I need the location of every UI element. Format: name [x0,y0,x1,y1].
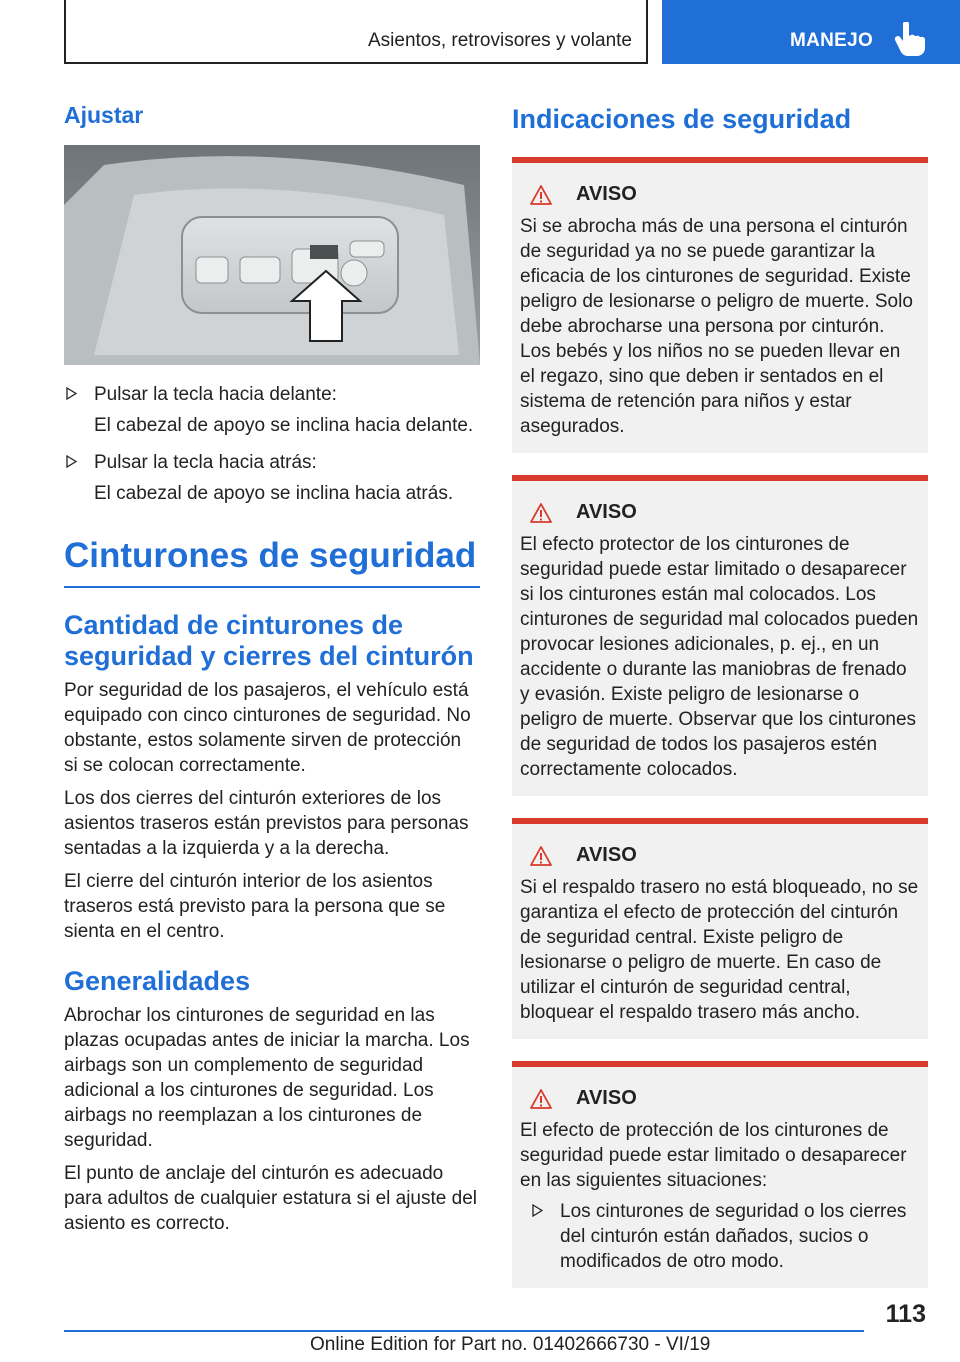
warning-text: El efecto protector de los cinturones de seguridad puede estar limitado o desaparecer si los cinturones están mal colocados. Los cinturones de seguridad mal colocados pueden provocar lesiones adicionales, p. ej., en un accidente o durante las maniobras de frenado y evasión. Existe peligro de lesionarse o peligro de muerte. Observar que los cinturones de seguridad de todos los pasajeros estén correctamente colocados. [520,534,919,780]
left-column [64,100,480,1236]
safety-heading: Indicaciones de seguridad [512,104,852,134]
warning-label: AVISO [576,1087,637,1109]
warning-triangle-icon [530,503,552,523]
list-item-result: El cabezal de apoyo se inclina hacia delante. [94,415,474,436]
header-frame [64,0,648,64]
bullet-triangle-icon [66,455,77,468]
edition-footer: Online Edition for Part no. 01402666730 - VI/19 [310,1334,711,1355]
paragraph: Abrochar los cinturones de seguridad en las plazas ocupadas antes de iniciar la marcha. Los airbags son un complemento de seguridad adicional a los cinturones de seguridad. Los airbags no reemplazan a los cinturones de seguridad. [64,1005,470,1151]
warning-triangle-icon [530,185,552,205]
section-heading-cantidad: Cantidad de cinturones de seguridad y cierres del cinturón [64,610,474,671]
warning-label: AVISO [576,183,637,205]
paragraph: El cierre del cinturón interior de los asientos traseros está previsto para la persona que se sienta en el centro. [64,871,446,942]
warning-box [512,1061,928,1288]
headrest-adjust-switch-photo [64,145,480,365]
section-title: Asientos, retrovisores y volante [367,30,632,51]
warning-box [512,475,928,796]
warning-list [520,1199,920,1274]
bullet-triangle-icon [66,387,77,400]
warning-bullet-text: Los cinturones de seguridad o los cierres del cinturón están dañados, sucios o modificados de otro modo. [560,1201,907,1272]
warning-text: El efecto de protección de los cinturones de seguridad puede estar limitado o desaparecer en las siguientes situaciones: [520,1120,907,1191]
right-column [512,100,928,1288]
page-number: 113 [885,1300,926,1328]
warning-triangle-icon [530,1089,552,1109]
warning-text: Si se abrocha más de una persona el cinturón de seguridad ya no se puede garantizar la eficacia de los cinturones de seguridad. Existe peligro de lesionarse o peligro de muerte. Solo debe abrocharse una persona por cinturón. Los bebés y los niños no se pueden llevar en el regazo, sino que deben ir sentados en el sistema de retención para niños y estar asegurados. [520,216,913,437]
list-item [520,1199,920,1274]
footer-divider [64,1330,864,1332]
ajustar-heading: Ajustar [64,102,144,128]
section-heading-generalidades: Generalidades [64,966,251,996]
warning-triangle-icon [530,846,552,866]
warning-text: Si el respaldo trasero no está bloqueado, no se garantiza el efecto de protección del cinturón de seguridad central. Existe peligro de lesionarse o peligro de muerte. En caso de utilizar el cinturón de seguridad central, bloquear el respaldo trasero más ancho. [520,877,919,1023]
chapter-tab[interactable] [662,0,960,64]
paragraph: Los dos cierres del cinturón exteriores de los asientos traseros están previstos para personas sentadas a la izquierda y a la derecha. [64,788,469,859]
list-item-result: El cabezal de apoyo se inclina hacia atrás. [94,483,454,504]
bullet-triangle-icon [532,1204,543,1217]
list-item-action: Pulsar la tecla hacia atrás: [94,452,317,473]
hand-pointer-icon [894,22,926,56]
warning-box [512,818,928,1039]
warning-box [512,157,928,453]
chapter-tab-label: MANEJO [790,30,874,51]
warning-label: AVISO [576,501,637,523]
paragraph: Por seguridad de los pasajeros, el vehículo está equipado con cinco cinturones de seguridad. No obstante, estos solamente sirven de protección si se colocan correctamente. [64,680,471,776]
paragraph: El punto de anclaje del cinturón es adecuado para adultos de cualquier estatura si el ajuste del asiento es correcto. [64,1163,477,1234]
list-item [64,450,480,506]
ajustar-list [64,382,480,506]
list-item-action: Pulsar la tecla hacia delante: [94,384,337,405]
list-item [64,382,480,438]
warning-label: AVISO [576,844,637,866]
chapter-heading: Cinturones de seguridad [64,536,480,588]
